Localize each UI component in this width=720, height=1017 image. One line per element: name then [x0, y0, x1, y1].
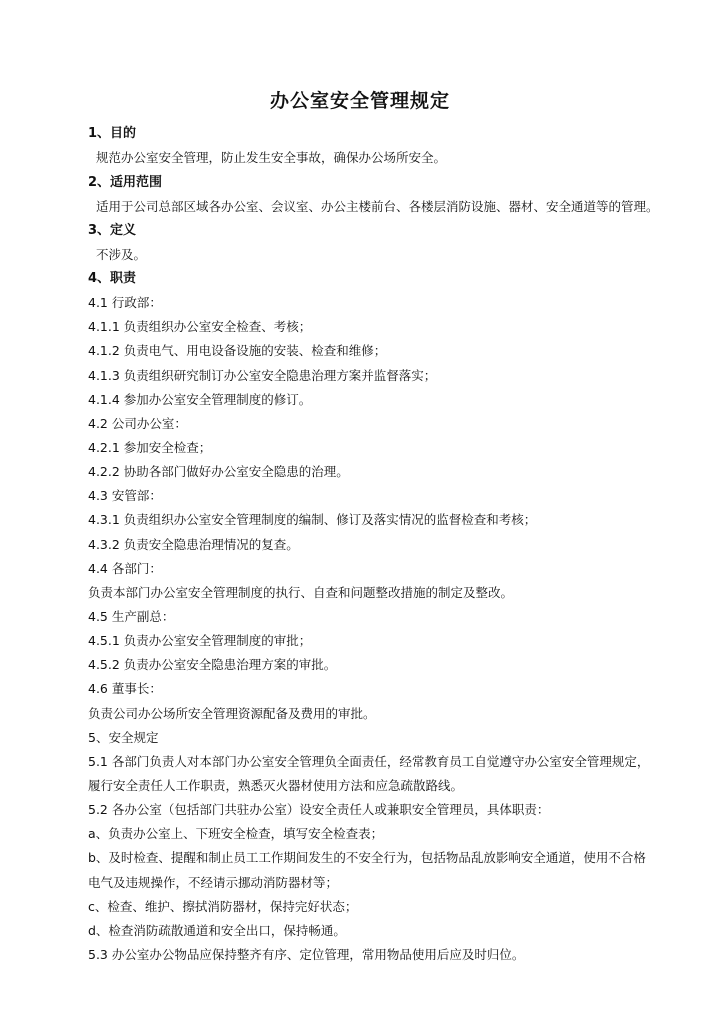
list-item: 4.4 各部门： [88, 561, 162, 576]
paragraph: 5.3 办公室办公物品应保持整齐有序、定位管理，常用物品使用后应及时归位。 [88, 947, 525, 962]
list-item: 4.1.4 参加办公室安全管理制度的修订。 [88, 392, 312, 407]
list-item: 4.6 董事长： [88, 681, 162, 696]
list-item: 4.3 安管部： [88, 488, 162, 503]
list-item: 4.1.3 负责组织研究制订办公室安全隐患治理方案并监督落实； [88, 368, 437, 383]
list-item: 4.5 生产副总： [88, 609, 175, 624]
list-item: 4.5.2 负责办公室安全隐患治理方案的审批。 [88, 657, 337, 672]
document-title: 办公室安全管理规定 [269, 90, 450, 112]
section-heading-duties: 4、职责 [88, 271, 137, 286]
list-item: 4.1.1 负责组织办公室安全检查、考核； [88, 319, 312, 334]
list-item: 4.2.2 协助各部门做好办公室安全隐患的治理。 [88, 464, 349, 479]
list-item: 4.5.1 负责办公室安全管理制度的审批； [88, 633, 312, 648]
list-item: 4.1.2 负责电气、用电设备设施的安装、检查和维修； [88, 343, 387, 358]
paragraph: 5.1 各部门负责人对本部门办公室安全管理负全面责任，经常教育员工自觉遵守办公室安全管理规定， [88, 754, 650, 769]
list-item: b、及时检查、提醒和制止员工工作期间发生的不安全行为，包括物品乱放影响安全通道，使用不合格 [88, 850, 646, 865]
paragraph: 履行安全责任人工作职责，熟悉灭火器材使用方法和应急疏散路线。 [88, 778, 464, 793]
paragraph: 规范办公室安全管理，防止发生安全事故，确保办公场所安全。 [96, 150, 447, 165]
paragraph: 5.2 各办公室（包括部门共驻办公室）设安全责任人或兼职安全管理员，具体职责： [88, 802, 550, 817]
section-heading-purpose: 1、目的 [88, 126, 137, 141]
list-item: a、负责办公室上、下班安全检查，填写安全检查表； [88, 826, 384, 841]
list-item: c、检查、维护、擦拭消防器材，保持完好状态； [88, 899, 358, 914]
paragraph: 不涉及。 [96, 247, 147, 262]
paragraph: 适用于公司总部区域各办公室、会议室、办公主楼前台、各楼层消防设施、器材、安全通道等的管理。 [96, 199, 659, 214]
paragraph: 电气及违规操作，不经请示挪动消防器材等； [88, 875, 339, 890]
list-item: 4.1 行政部： [88, 295, 162, 310]
list-item: 4.3.1 负责组织办公室安全管理制度的编制、修订及落实情况的监督检查和考核； [88, 512, 537, 527]
paragraph: 负责本部门办公室安全管理制度的执行、自查和问题整改措施的制定及整改。 [88, 585, 514, 600]
list-item: d、检查消防疏散通道和安全出口，保持畅通。 [88, 923, 346, 938]
list-item: 4.2 公司办公室： [88, 416, 187, 431]
section-heading-definition: 3、定义 [88, 223, 137, 238]
list-item: 4.2.1 参加安全检查； [88, 440, 212, 455]
list-item: 4.3.2 负责安全隐患治理情况的复查。 [88, 537, 299, 552]
paragraph: 负责公司办公场所安全管理资源配备及费用的审批。 [88, 706, 376, 721]
section-heading-scope: 2、适用范围 [88, 175, 163, 190]
section-heading-safety-rules: 5、安全规定 [88, 730, 159, 745]
